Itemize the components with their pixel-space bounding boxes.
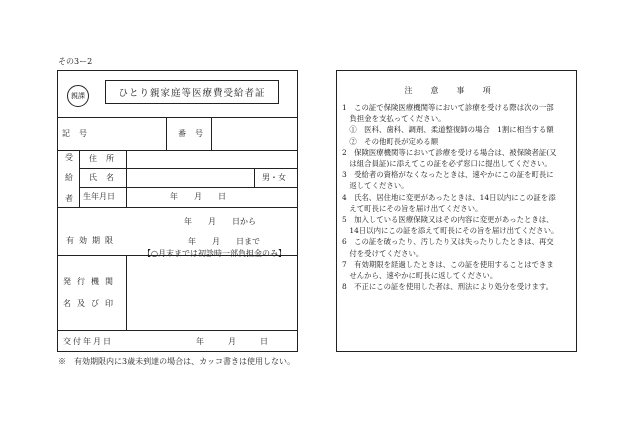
- notes-title: 注意事項: [404, 86, 509, 95]
- notes-line: は組合員証)に添えてこの証を必ず窓口に提出してください。: [342, 159, 552, 169]
- notes-line: 返してください。: [342, 181, 409, 191]
- notes-line: 6 この証を破ったり、汚したり又は失ったりしたときは、再交: [342, 237, 554, 247]
- dob-label: 生年月日: [83, 192, 115, 201]
- kigo-label: 記号: [62, 129, 96, 138]
- notes-body: [342, 102, 570, 292]
- notes-line: 2 保険医療機関等において診療を受ける場合は、被保険者証(又: [342, 147, 557, 157]
- page-label: その3ー2: [58, 57, 93, 66]
- row-divider: [58, 117, 297, 118]
- validity-from: 年 月 日から: [184, 217, 256, 226]
- validity-label: 有効期限: [66, 236, 118, 245]
- form-title: ひとり親家庭等医療費受給者証: [105, 80, 279, 104]
- recipient-side-label: 受: [65, 153, 73, 162]
- row-divider: [79, 168, 297, 169]
- notes-line: 負担金を支払ってください。: [342, 114, 446, 124]
- notes-line: 14日以内にこの証を添えて町長にその旨を届け出てください。: [342, 226, 559, 236]
- recipient-side-label: 者: [65, 194, 73, 203]
- row-divider: [58, 330, 297, 331]
- recipient-certificate-form: [57, 70, 298, 352]
- row-divider: [58, 207, 297, 208]
- validity-to: 年 月 日まで: [188, 237, 260, 246]
- row-divider: [79, 187, 297, 188]
- notes-line: 1 この証で保険医療機関等において診療を受ける際は次の一部: [342, 103, 554, 112]
- col-divider: [166, 117, 167, 150]
- dob-value: 年 月 日: [170, 192, 226, 201]
- address-label: 住所: [89, 154, 123, 163]
- seal-stamp: 親課: [67, 85, 89, 107]
- issuer-label: 名及び印: [63, 299, 119, 308]
- bango-label: 番号: [178, 129, 212, 138]
- notes-panel: [336, 70, 577, 352]
- notes-line: 8 不正にこの証を使用した者は、刑法により処分を受けます。: [342, 282, 554, 292]
- validity-note: 【○月末までは初診時一部負担金のみ】: [143, 249, 286, 258]
- footnote: ※ 有効期限内に3歳未到達の場合は、カッコ書きは使用しない。: [58, 357, 296, 366]
- notes-line: ② その他町長が定める額: [342, 136, 439, 146]
- issuer-label: 発行機関: [63, 277, 119, 286]
- col-divider: [126, 255, 127, 330]
- notes-line: 7 有効期限を経過したときは、この証を使用することはできま: [342, 259, 554, 269]
- col-divider: [126, 150, 127, 207]
- notes-line: ① 医科、歯科、調剤、柔道整復師の場合 1割に相当する額: [342, 125, 554, 135]
- notes-line: 4 氏名、居住地に変更があったときは、14日以内にこの証を添: [342, 192, 556, 202]
- name-label: 氏名: [89, 173, 123, 182]
- issue-date-label: 交付年月日: [63, 337, 113, 346]
- notes-line: 3 受給者の資格がなくなったときは、速やかにこの証を町長に: [342, 170, 554, 180]
- gender-field: 男・女: [262, 173, 286, 182]
- notes-line: せんから、速やかに町長に返してください。: [342, 271, 498, 281]
- notes-line: 付を受けてください。: [342, 248, 424, 258]
- notes-line: 5 加入している医療保険又はその内容に変更があったときは、: [342, 215, 554, 225]
- row-divider: [58, 150, 297, 151]
- col-divider: [79, 150, 80, 207]
- recipient-side-label: 給: [65, 173, 73, 182]
- col-divider: [254, 168, 255, 187]
- issue-date-value: 年 月 日: [196, 337, 268, 346]
- notes-line: えて町長にその旨を届け出てください。: [342, 203, 483, 213]
